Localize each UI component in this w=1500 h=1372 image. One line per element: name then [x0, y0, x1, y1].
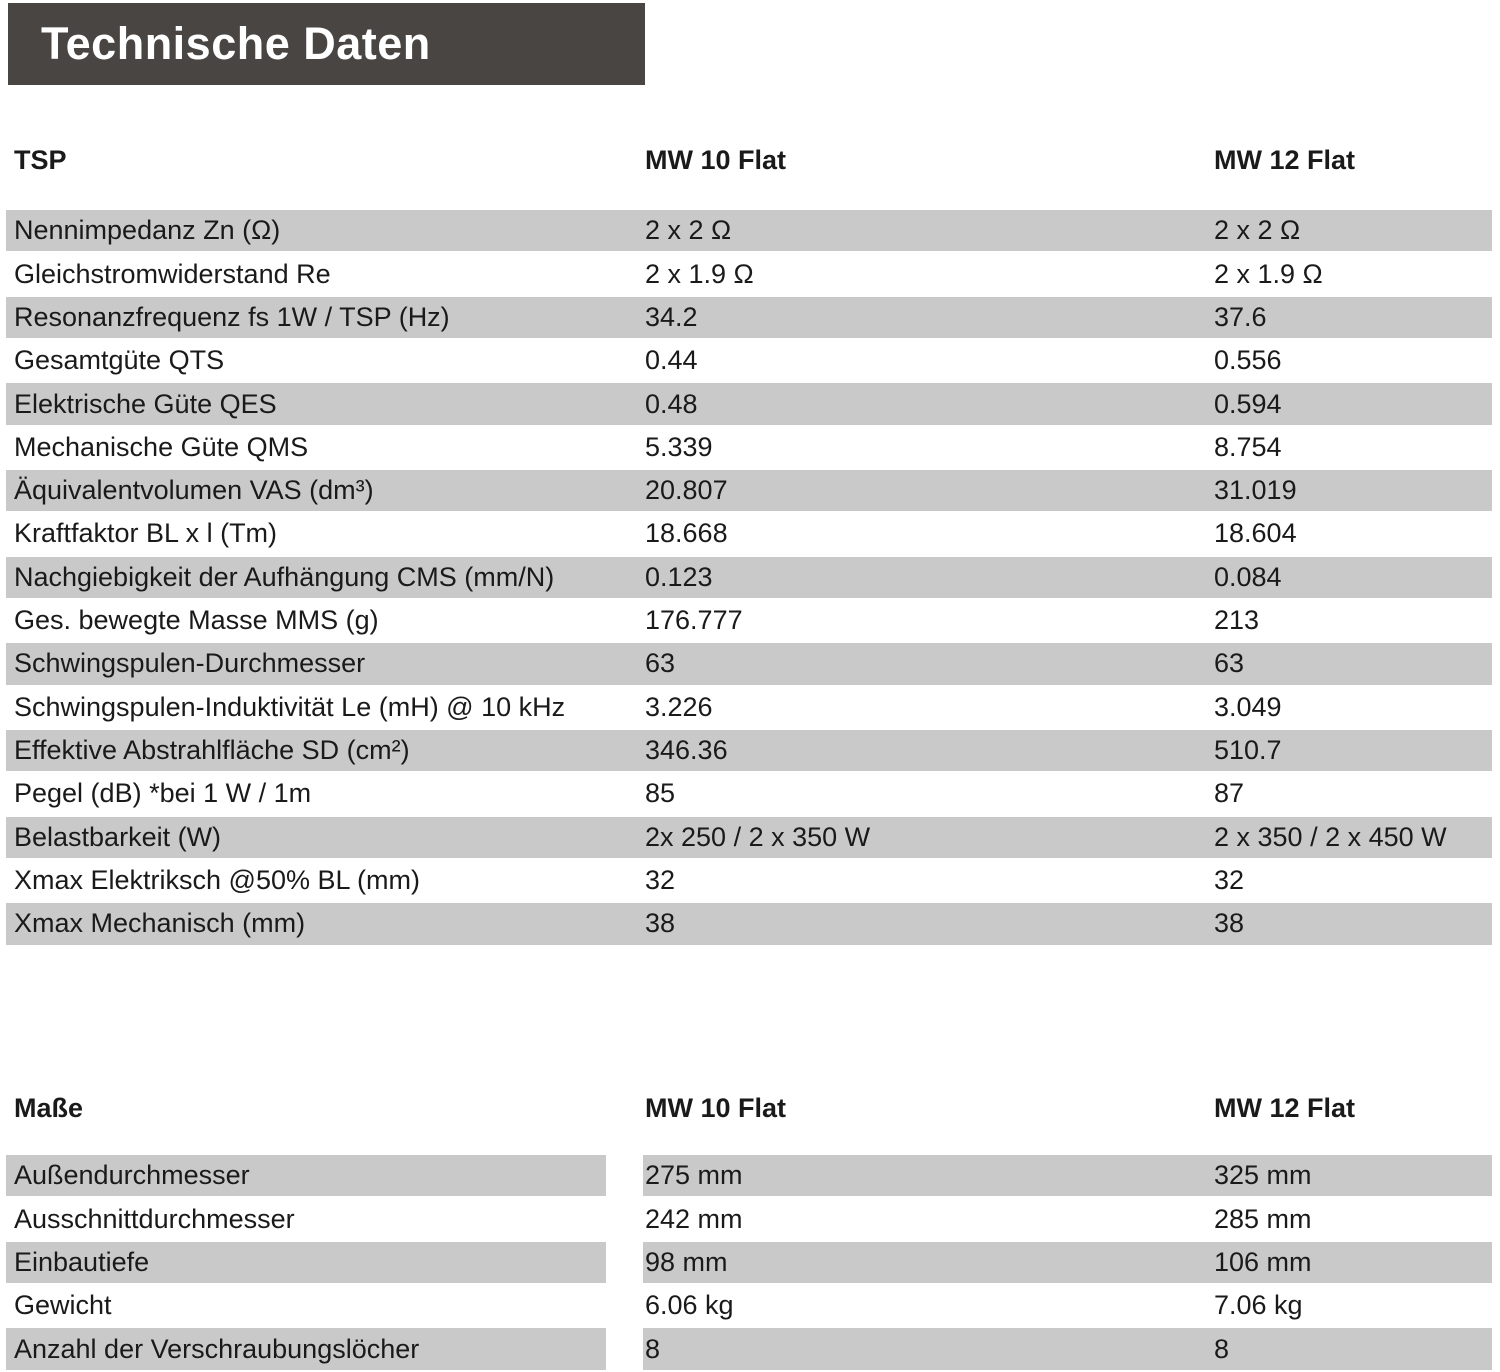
row-value-mw12: 7.06 kg [1214, 1290, 1303, 1321]
row-value-mw10: 2 x 1.9 Ω [645, 258, 754, 289]
row-label: Resonanzfrequenz fs 1W / TSP (Hz) [14, 301, 450, 332]
row-value-mw12: 32 [1214, 865, 1245, 896]
row-label: Belastbarkeit (W) [14, 821, 222, 852]
row-label: Außendurchmesser [14, 1160, 250, 1191]
row-label: Mechanische Güte QMS [14, 431, 309, 462]
row-label: Xmax Elektriksch @50% BL (mm) [14, 865, 420, 896]
table-row [6, 1155, 1492, 1196]
row-value-mw10: 34.2 [645, 301, 698, 332]
row-value-mw12: 0.084 [1214, 561, 1282, 592]
table-row [6, 513, 1492, 554]
row-value-mw12: 2 x 350 / 2 x 450 W [1214, 821, 1447, 852]
table-row [6, 643, 1492, 684]
masse-col-header-mw10: MW 10 Flat [645, 1092, 787, 1123]
table-row [6, 817, 1492, 858]
row-value-mw10: 0.123 [645, 561, 713, 592]
row-value-mw10: 3.226 [645, 691, 713, 722]
table-row [6, 340, 1492, 381]
row-value-mw12: 0.556 [1214, 345, 1282, 376]
row-value-mw10: 8 [645, 1333, 661, 1364]
row-label: Effektive Abstrahlfläche SD (cm²) [14, 735, 410, 766]
table-row [6, 383, 1492, 424]
tsp-table-body [6, 210, 1492, 945]
row-value-mw10: 5.339 [645, 431, 713, 462]
row-label: Ges. bewegte Masse MMS (g) [14, 605, 379, 636]
row-label: Gleichstromwiderstand Re [14, 258, 331, 289]
page-title: Technische Daten [41, 18, 431, 69]
title-bar [8, 3, 645, 85]
row-value-mw10: 38 [645, 908, 676, 939]
row-label: Kraftfaktor BL x l (Tm) [14, 518, 278, 549]
masse-table-title: Maße [14, 1092, 84, 1123]
table-row [6, 1285, 1492, 1326]
table-row [6, 470, 1492, 511]
row-value-mw12: 285 mm [1214, 1203, 1312, 1234]
row-value-mw12: 87 [1214, 778, 1245, 809]
row-value-mw10: 20.807 [645, 475, 728, 506]
row-label: Nennimpedanz Zn (Ω) [14, 215, 281, 246]
row-value-mw10: 0.48 [645, 388, 698, 419]
table-row [6, 297, 1492, 338]
row-label: Anzahl der Verschraubungslöcher [14, 1333, 420, 1364]
table-row [6, 1328, 1492, 1369]
row-value-mw10: 176.777 [645, 605, 743, 636]
tsp-col-header-mw12: MW 12 Flat [1214, 144, 1356, 175]
row-value-mw10: 85 [645, 778, 676, 809]
table-row [6, 687, 1492, 728]
row-value-mw12: 37.6 [1214, 301, 1267, 332]
row-label: Schwingspulen-Durchmesser [14, 648, 366, 679]
row-value-mw12: 325 mm [1214, 1160, 1312, 1191]
tsp-col-header-mw10: MW 10 Flat [645, 144, 787, 175]
table-row [6, 1242, 1492, 1283]
row-value-mw10: 6.06 kg [645, 1290, 734, 1321]
row-value-mw12: 213 [1214, 605, 1260, 636]
row-label: Pegel (dB) *bei 1 W / 1m [14, 778, 312, 809]
row-value-mw10: 346.36 [645, 735, 728, 766]
row-value-mw12: 8 [1214, 1333, 1230, 1364]
row-label: Elektrische Güte QES [14, 388, 277, 419]
table-row [6, 860, 1492, 901]
masse-col-header-mw12: MW 12 Flat [1214, 1092, 1356, 1123]
row-value-mw12: 510.7 [1214, 735, 1282, 766]
row-label: Gesamtgüte QTS [14, 345, 225, 376]
row-label: Nachgiebigkeit der Aufhängung CMS (mm/N) [14, 561, 555, 592]
masse-table-body [6, 1155, 1492, 1370]
tsp-table-header [6, 140, 1492, 180]
row-value-mw10: 32 [645, 865, 676, 896]
row-value-mw10: 0.44 [645, 345, 698, 376]
row-value-mw12: 18.604 [1214, 518, 1297, 549]
row-label: Gewicht [14, 1290, 112, 1321]
tsp-table [6, 140, 1492, 947]
row-value-mw10: 275 mm [645, 1160, 743, 1191]
masse-table [6, 1088, 1492, 1372]
row-label: Ausschnittdurchmesser [14, 1203, 295, 1234]
row-value-mw10: 2x 250 / 2 x 350 W [645, 821, 871, 852]
row-value-mw10: 242 mm [645, 1203, 743, 1234]
table-row [6, 730, 1492, 771]
row-value-mw12: 2 x 1.9 Ω [1214, 258, 1323, 289]
row-value-mw10: 2 x 2 Ω [645, 215, 732, 246]
table-row [6, 773, 1492, 814]
row-value-mw12: 106 mm [1214, 1246, 1312, 1277]
row-value-mw12: 2 x 2 Ω [1214, 215, 1301, 246]
table-row [6, 903, 1492, 944]
table-row [6, 600, 1492, 641]
row-value-mw12: 3.049 [1214, 691, 1282, 722]
row-value-mw12: 0.594 [1214, 388, 1282, 419]
row-value-mw12: 38 [1214, 908, 1245, 939]
row-value-mw10: 98 mm [645, 1246, 728, 1277]
row-value-mw10: 63 [645, 648, 676, 679]
table-row [6, 427, 1492, 468]
tsp-table-title: TSP [14, 144, 67, 175]
table-row [6, 1198, 1492, 1239]
row-value-mw10: 18.668 [645, 518, 728, 549]
row-label: Einbautiefe [14, 1246, 150, 1277]
row-label: Schwingspulen-Induktivität Le (mH) @ 10 kHz [14, 691, 566, 722]
row-value-mw12: 31.019 [1214, 475, 1297, 506]
masse-table-header [6, 1088, 1492, 1128]
table-row [6, 557, 1492, 598]
table-row [6, 210, 1492, 251]
table-row [6, 253, 1492, 294]
row-label: Xmax Mechanisch (mm) [14, 908, 306, 939]
row-label: Äquivalentvolumen VAS (dm³) [14, 475, 374, 506]
row-value-mw12: 63 [1214, 648, 1245, 679]
row-value-mw12: 8.754 [1214, 431, 1282, 462]
